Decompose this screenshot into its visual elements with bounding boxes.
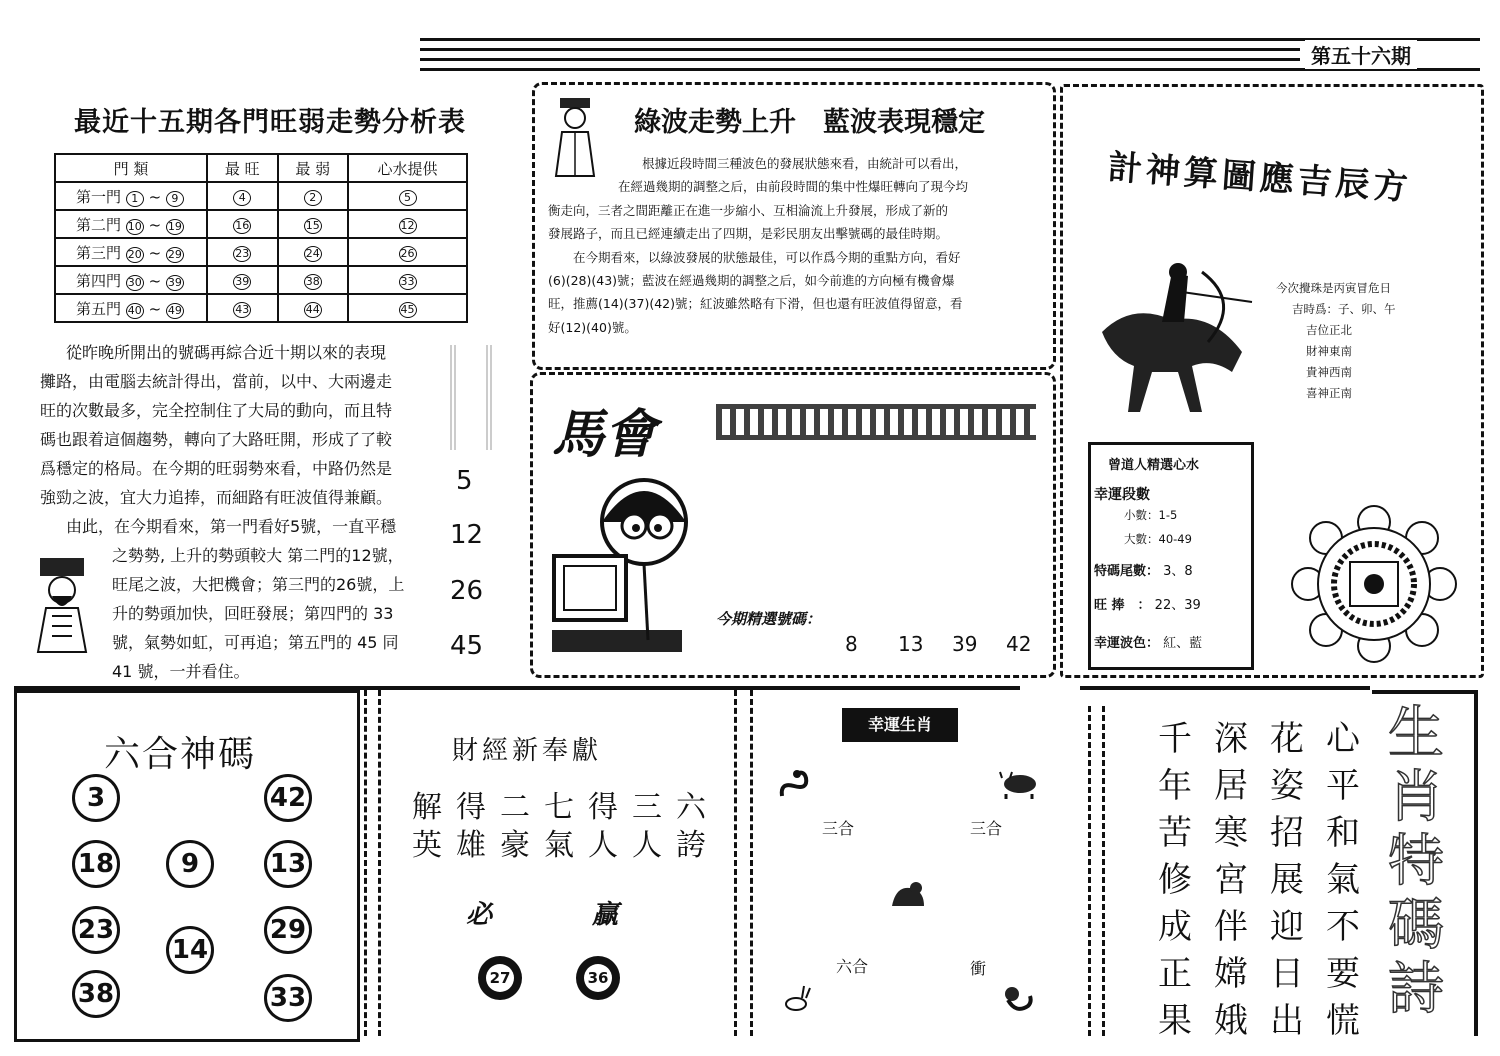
archer-on-horse-image [1092, 262, 1262, 422]
info-line: 吉位正北 [1306, 323, 1352, 337]
lhc-number: 23 [72, 906, 120, 954]
min-cell: 44 [305, 302, 320, 316]
door-label: 第四門 [76, 271, 122, 290]
text-line: (6)(28)(43)號；藍波在經過幾期的調整之后，如今前進的方向極有機會爆 [548, 273, 955, 289]
wave-body [548, 152, 1042, 339]
min-cell: 38 [305, 274, 320, 288]
tip-cell: 26 [400, 246, 415, 260]
lucky-segments-label: 幸運段數 [1094, 487, 1150, 503]
col-header: 最 弱 [278, 154, 349, 182]
lhc-number: 14 [166, 926, 214, 974]
min-cell: 2 [304, 190, 322, 206]
text-line: 好(12)(40)號。 [548, 319, 637, 335]
zodiac-label: 衝 [970, 959, 987, 978]
zodiac-label: 三合 [822, 819, 855, 838]
door-label: 第三門 [76, 243, 122, 262]
range-end: 39 [167, 275, 182, 289]
info-line: 喜神正南 [1306, 386, 1352, 400]
min-cell: 24 [305, 246, 320, 260]
table-row: 第五門 40 ~ 49 43 44 45 [55, 294, 467, 322]
poem-column: 心平和氣不要慌 [1326, 719, 1360, 1041]
range-start: 30 [127, 275, 142, 289]
lucky-ball [576, 956, 620, 1000]
max-cell: 43 [235, 302, 250, 316]
poem-column: 深居寒宮伴嫦娥 [1214, 719, 1248, 1041]
tip-cell: 33 [400, 274, 415, 288]
lhc-number: 33 [264, 974, 312, 1022]
finance-title: 財經新奉獻 [452, 736, 603, 766]
col-header: 門 類 [55, 154, 207, 182]
text-line: 碼也跟着這個趨勢，轉向了大路旺開，形成了了較 [40, 430, 393, 449]
text-line: 號，氣勢如虹，可再追；第五門的 45 同 [112, 633, 399, 652]
text-line: 41 號，一并看住。 [112, 662, 250, 681]
zodiac-label: 六合 [836, 957, 869, 976]
info-line: 吉時爲：子、卯、午 [1292, 302, 1396, 316]
special-tail-label: 特碼尾數： [1094, 564, 1160, 579]
info-line: 今次攪珠是丙寅冒危日 [1276, 281, 1391, 295]
brand-title: 馬會 [552, 404, 657, 465]
special-tail-value: 3、8 [1163, 564, 1193, 579]
pick-number: 39 [952, 632, 978, 656]
door-label: 第五門 [76, 299, 122, 318]
lhc-number: 9 [166, 840, 214, 888]
tip-cell: 45 [400, 302, 415, 316]
bagua-compass-image [1290, 504, 1458, 664]
column-divider [1102, 706, 1105, 1036]
poem-right-rule [1372, 690, 1478, 694]
col-header: 最 旺 [207, 154, 278, 182]
info-line: 貴神西南 [1306, 365, 1352, 379]
pick-number: 8 [845, 632, 858, 656]
side-number: 45 [450, 631, 484, 661]
bottom-top-rule-right [1080, 686, 1370, 690]
deity-title: 計神算圖應吉辰方 [1106, 147, 1413, 209]
poem-border [1474, 690, 1478, 1036]
text-line: 衡走向，三者之間距離正在進一步縮小、互相淪流上升發展，形成了新的 [548, 202, 949, 218]
max-cell: 16 [235, 218, 250, 232]
poem-side-title: 生肖特碼詩 [1388, 701, 1444, 1022]
text-line: 之勢勢, 上升的勢頭較大 第二門的12號， [112, 546, 404, 565]
sage-portrait-image [32, 556, 92, 656]
table-row: 第三門 20 ~ 29 23 24 26 [55, 238, 467, 266]
range-start: 40 [127, 303, 142, 317]
text-line: 旺的次數最多，完全控制住了大局的動向，而且特 [40, 401, 393, 420]
range-end: 9 [166, 191, 184, 207]
column-divider [734, 690, 737, 1036]
range-start: 10 [127, 219, 142, 233]
trend-paragraph-2 [112, 541, 432, 686]
cartoon-computer-image [548, 470, 708, 660]
ball-number: 36 [584, 964, 612, 992]
lucky-color-value: 紅、藍 [1163, 636, 1203, 651]
trend-title: 最近十五期各門旺弱走勢分析表 [74, 107, 466, 138]
table-row: 第四門 30 ~ 39 39 38 33 [55, 266, 467, 294]
min-cell: 15 [305, 218, 320, 232]
side-number: 5 [456, 466, 473, 496]
faint-watermark [450, 345, 492, 450]
trend-paragraph-2-first: 由此，在今期看來，第一門看好5號，一直平穩 [66, 517, 397, 536]
text-line: 在今期看來，以綠波發展的狀態最佳，可以作爲今期的重點方向，看好 [548, 249, 961, 265]
lhc-number: 29 [264, 906, 312, 954]
tiger-icon [890, 880, 926, 917]
must-char: 必 [466, 900, 493, 930]
lhc-title: 六合神碼 [104, 734, 257, 775]
poem-column: 千年苦修成正果 [1158, 719, 1192, 1041]
tip-cell: 12 [400, 218, 415, 232]
issue-number: 第五十六期 [1305, 40, 1417, 69]
finance-line-2: 英雄豪氣人人誇 [412, 828, 720, 863]
lhc-number: 38 [72, 970, 120, 1018]
side-number: 12 [450, 520, 484, 550]
range-start: 1 [126, 191, 144, 207]
door-label: 第二門 [76, 215, 122, 234]
column-divider [750, 690, 753, 1036]
lhc-number: 13 [264, 840, 312, 888]
door-label: 第一門 [76, 187, 122, 206]
trend-paragraph-1 [40, 338, 440, 512]
large-range: 大數：40-49 [1124, 532, 1192, 546]
snake-icon [778, 768, 812, 809]
text-line: 旺，推薦(14)(37)(42)號；紅波雖然略有下滑，但也還有旺波值得留意，看 [548, 296, 963, 312]
text-line: 在經過幾期的調整之后，由前段時間的集中性爆旺轉向了現今均 [618, 179, 969, 195]
pick-number: 13 [898, 632, 924, 656]
trend-table [54, 153, 468, 323]
range-end: 29 [167, 247, 182, 261]
pick-number: 42 [1006, 632, 1032, 656]
side-number: 26 [450, 576, 484, 606]
text-line: 發展路子，而且已經連續走出了四期，是彩民朋友出擊號碼的最佳時期。 [548, 226, 949, 242]
picks-caption: 今期精選號碼： [716, 610, 822, 628]
zodiac-title: 幸運生肖 [842, 708, 958, 742]
range-end: 19 [167, 219, 182, 233]
monkey-icon [1000, 984, 1034, 1023]
max-cell: 4 [233, 190, 251, 206]
text-line: 升的勢頭加快，回旺發展；第四門的 33 [112, 604, 394, 623]
max-cell: 39 [235, 274, 250, 288]
col-header: 心水提供 [348, 154, 467, 182]
text-line: 爲穩定的格局。在今期的旺弱勢來看，中路仍然是 [40, 459, 393, 478]
ox-icon [998, 770, 1038, 807]
zodiac-label: 三合 [970, 819, 1003, 838]
text-line: 根據近段時間三種波色的發展狀態來看，由統計可以看出， [642, 156, 968, 171]
range-end: 49 [167, 303, 182, 317]
hot-row [1094, 594, 1201, 613]
deity-info [1276, 278, 1396, 404]
lucky-ball [478, 956, 522, 1000]
column-divider [1088, 706, 1091, 1036]
special-tail-row [1094, 560, 1193, 579]
lucky-color-row [1094, 632, 1202, 651]
text-line: 強勁之波，宜大力追捧，而細路有旺波值得兼顧。 [40, 488, 393, 507]
hot-label: 旺 捧 ： [1094, 598, 1151, 613]
master-tips-title: 曾道人精選心水 [1108, 458, 1200, 473]
lucky-color-label: 幸運波色： [1094, 636, 1160, 651]
ball-number: 27 [486, 964, 514, 992]
table-row: 第一門 1 ~ 9 4 2 5 [55, 182, 467, 210]
poem-column: 花姿招展迎日出 [1270, 719, 1304, 1041]
info-line: 財神東南 [1306, 344, 1352, 358]
max-cell: 23 [235, 246, 250, 260]
column-divider [364, 690, 367, 1036]
lhc-number: 42 [264, 774, 312, 822]
text-line: 從昨晚所開出的號碼再綜合近十期以來的表現 [66, 343, 387, 362]
win-char: 贏 [592, 900, 619, 930]
tip-cell: 5 [399, 190, 417, 206]
text-line: 攤路，由電腦去統計得出，當前，以中、大兩邊走 [40, 372, 393, 391]
wave-title: 綠波走勢上升 藍波表現穩定 [634, 107, 985, 138]
hot-value: 22、39 [1154, 598, 1201, 613]
small-range: 小數：1-5 [1124, 508, 1178, 522]
table-row: 第二門 10 ~ 19 16 15 12 [55, 210, 467, 238]
range-start: 20 [127, 247, 142, 261]
lhc-number: 18 [72, 840, 120, 888]
finance-line-1: 解得二七得三六 [412, 790, 720, 825]
brand-banner [716, 404, 1036, 440]
rabbit-icon [780, 984, 814, 1019]
table-header-row [55, 154, 467, 182]
column-divider [378, 690, 381, 1036]
text-line: 旺尾之波，大把機會；第三門的26號，上 [112, 575, 405, 594]
lhc-number: 3 [72, 774, 120, 822]
